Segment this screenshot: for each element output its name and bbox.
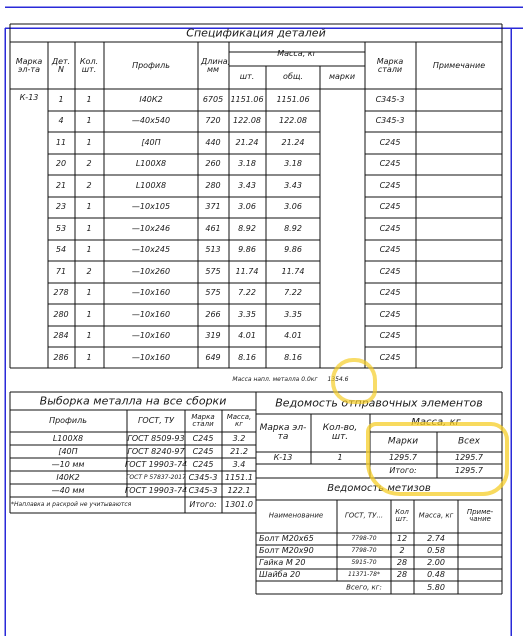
spec-row-steel: С345-3 <box>375 94 405 104</box>
selection-row-gost: ГОСТ 8240-97 <box>127 446 185 456</box>
hardware-header-mass: Масса, кг <box>418 511 454 520</box>
selection-row-steel: С245 <box>192 459 214 469</box>
spec-header-mass-total: общ. <box>283 72 303 81</box>
spec-row-length: 649 <box>205 352 221 362</box>
hardware-row-mass: 0.58 <box>427 546 445 555</box>
selection-row-steel: С245 <box>192 446 214 456</box>
spec-row-mass-total: 9.86 <box>284 245 302 255</box>
hardware-row-name: Шайба 20 <box>259 570 301 579</box>
spec-row-qty: 1 <box>86 331 92 341</box>
hardware-row-mass: 0.48 <box>427 570 445 579</box>
spec-row-qty: 1 <box>86 94 92 104</box>
spec-row-length: 575 <box>205 288 221 298</box>
spec-row-profile: —10х245 <box>131 245 171 255</box>
shipping-header-qty: Кол-во, шт. <box>322 423 358 442</box>
spec-element-mark: К-13 <box>19 93 39 102</box>
spec-row-mass-total: 122.08 <box>279 116 307 126</box>
spec-row-profile: —40х540 <box>131 116 171 126</box>
selection-row-profile: I40К2 <box>56 472 80 482</box>
selection-footnote: *Наплавка и раскрой не учитываются <box>11 501 132 508</box>
selection-row-mass: 122.1 <box>227 485 251 495</box>
spec-row-length: 720 <box>205 116 221 126</box>
spec-row-mass-piece: 11.74 <box>235 266 259 276</box>
spec-row-mass-total: 21.24 <box>281 137 305 147</box>
hardware-header-note: Приме-чание <box>466 508 494 523</box>
spec-row-mass-piece: 3.43 <box>238 180 256 190</box>
shipping-header-mass: Масса, кг <box>411 417 461 428</box>
spec-row-mass-piece: 3.35 <box>238 309 256 319</box>
spec-row-det: 280 <box>53 309 69 319</box>
spec-row-profile: L100Х8 <box>135 159 167 169</box>
spec-row-mass-total: 8.92 <box>284 223 302 233</box>
spec-row-profile: —10х160 <box>131 352 171 362</box>
selection-header-mass: Масса, кг <box>226 413 252 428</box>
spec-row-profile: —10х246 <box>131 223 171 233</box>
spec-row-steel: С245 <box>379 202 401 212</box>
hardware-row-qty: 2 <box>399 546 405 555</box>
selection-row-profile: [40П <box>58 446 78 456</box>
spec-row-mass-piece: 7.22 <box>238 288 256 298</box>
shipping-row-qty: 1 <box>337 453 343 462</box>
hardware-row-gost: 7798-70 <box>351 547 377 554</box>
selection-row-gost: ГОСТ Р 57837-2017 <box>126 473 186 481</box>
spec-row-mass-piece: 4.01 <box>238 331 256 341</box>
spec-row-qty: 1 <box>86 309 92 319</box>
selection-row-mass: 3.4 <box>232 459 246 469</box>
hardware-row-name: Болт М20х65 <box>259 534 314 543</box>
spec-row-profile: —10х160 <box>131 331 171 341</box>
hardware-header-qty: Кол шт. <box>395 508 409 523</box>
spec-row-det: 4 <box>58 116 64 126</box>
shipping-row-mass-all: 1295.7 <box>455 453 483 462</box>
spec-header-note: Примечание <box>432 61 486 70</box>
spec-row-profile: I40К2 <box>139 94 163 104</box>
spec-row-qty: 2 <box>86 159 92 169</box>
spec-row-qty: 1 <box>86 202 92 212</box>
selection-row-mass: 21.2 <box>230 446 248 456</box>
selection-row-gost: ГОСТ 19903-74 <box>124 459 188 469</box>
hardware-row-qty: 28 <box>396 558 408 567</box>
spec-row-steel: С245 <box>379 223 401 233</box>
spec-row-qty: 1 <box>86 116 92 126</box>
spec-row-steel: С245 <box>379 159 401 169</box>
spec-row-length: 280 <box>205 180 221 190</box>
selection-total-value: 1301.0 <box>225 500 253 509</box>
shipping-header-mass-all: Всех <box>458 436 480 447</box>
selection-row-steel: С245 <box>192 433 214 443</box>
spec-row-steel: С245 <box>379 288 401 298</box>
spec-row-det: 23 <box>55 202 67 212</box>
spec-row-qty: 1 <box>86 223 92 233</box>
spec-row-mass-piece: 9.86 <box>238 245 256 255</box>
hardware-row-gost: 11371-78* <box>348 571 380 578</box>
hardware-header-name: Наименование <box>268 511 324 520</box>
selection-total-label: Итого: <box>189 500 217 509</box>
hardware-header-gost: ГОСТ, ТУ... <box>344 511 384 520</box>
spec-row-mass-total: 3.43 <box>284 180 302 190</box>
spec-row-det: 54 <box>55 245 67 255</box>
selection-header-gost: ГОСТ, ТУ <box>137 416 175 425</box>
spec-header-length: Длина, мм <box>201 57 231 74</box>
spec-row-length: 266 <box>205 309 221 319</box>
spec-row-steel: С245 <box>379 245 401 255</box>
hardware-total-label: Всего, кг: <box>346 583 382 592</box>
spec-row-profile: —10х260 <box>131 266 171 276</box>
hardware-row-name: Гайка М 20 <box>259 558 306 567</box>
spec-row-det: 11 <box>55 137 67 147</box>
spec-header-mark: Марка эл-та <box>15 57 43 74</box>
spec-header-profile: Профиль <box>132 61 170 70</box>
spec-row-det: 21 <box>55 180 67 190</box>
spec-row-length: 371 <box>205 202 221 212</box>
spec-row-mass-piece: 122.08 <box>233 116 261 126</box>
spec-row-det: 278 <box>53 288 69 298</box>
hardware-total-value: 5.80 <box>427 583 445 592</box>
spec-row-mass-piece: 3.18 <box>238 159 256 169</box>
spec-row-steel: С245 <box>379 352 401 362</box>
selection-row-profile: L100Х8 <box>52 433 84 443</box>
selection-row-gost: ГОСТ 8509-93 <box>127 433 185 443</box>
spec-row-mass-total: 3.18 <box>284 159 302 169</box>
spec-row-length: 440 <box>205 137 221 147</box>
selection-row-mass: 1151.1 <box>225 472 253 482</box>
spec-row-steel: С245 <box>379 266 401 276</box>
spec-row-steel: С245 <box>379 331 401 341</box>
shipping-header-mark: Марка эл-та <box>259 423 307 442</box>
spec-row-mass-total: 7.22 <box>284 288 302 298</box>
spec-row-mass-piece: 21.24 <box>235 137 259 147</box>
spec-title: Спецификация деталей <box>186 26 326 40</box>
spec-row-profile: —10х105 <box>131 202 171 212</box>
shipping-total-label: Итого: <box>389 466 417 475</box>
shipping-total-value: 1295.7 <box>455 466 483 475</box>
spec-row-length: 461 <box>205 223 221 233</box>
spec-row-det: 71 <box>55 266 67 276</box>
spec-row-mass-total: 1151.06 <box>276 94 310 104</box>
spec-header-mass-mark: марки <box>328 72 356 81</box>
spec-row-length: 513 <box>205 245 221 255</box>
spec-row-det: 286 <box>53 352 69 362</box>
spec-row-length: 6705 <box>202 94 224 104</box>
spec-row-qty: 2 <box>86 180 92 190</box>
spec-header-steel: Марка стали <box>376 57 404 74</box>
spec-row-qty: 1 <box>86 137 92 147</box>
spec-row-steel: С245 <box>379 180 401 190</box>
shipping-row-mark: К-13 <box>273 453 293 462</box>
shipping-header-mass-mark: Марки <box>387 436 419 447</box>
spec-row-qty: 1 <box>86 352 92 362</box>
spec-row-qty: 1 <box>86 245 92 255</box>
spec-header-det: Дет. N <box>51 57 71 74</box>
spec-row-mass-total: 4.01 <box>284 331 302 341</box>
spec-row-det: 53 <box>55 223 67 233</box>
hardware-title: Ведомость метизов <box>327 483 431 494</box>
spec-weld-mass-label: Масса напл. металла 0.0кг <box>232 376 318 383</box>
spec-header-mass-piece: шт. <box>239 72 255 81</box>
spec-row-length: 575 <box>205 266 221 276</box>
spec-row-mass-total: 11.74 <box>281 266 305 276</box>
spec-row-profile: —10х160 <box>131 309 171 319</box>
spec-row-det: 20 <box>55 159 67 169</box>
selection-title: Выборка металла на все сборки <box>39 394 227 408</box>
spec-header-qty: Кол. шт. <box>79 57 99 74</box>
selection-row-steel: С345-3 <box>188 472 218 482</box>
spec-row-mass-total: 3.06 <box>284 202 302 212</box>
spec-row-profile: L100Х8 <box>135 180 167 190</box>
spec-row-det: 284 <box>53 331 69 341</box>
shipping-title: Ведомость отправочных элементов <box>275 396 483 410</box>
spec-row-mass-piece: 8.16 <box>238 352 256 362</box>
spec-row-length: 260 <box>205 159 221 169</box>
selection-row-steel: С345-3 <box>188 485 218 495</box>
spec-row-steel: С245 <box>379 137 401 147</box>
shipping-row-mass-mark: 1295.7 <box>389 453 417 462</box>
hardware-row-name: Болт М20х90 <box>259 546 314 555</box>
spec-row-length: 319 <box>205 331 221 341</box>
selection-row-gost: ГОСТ 19903-74 <box>124 485 188 495</box>
spec-row-steel: С245 <box>379 309 401 319</box>
hardware-row-mass: 2.00 <box>427 558 445 567</box>
spec-row-profile: —10х160 <box>131 288 171 298</box>
selection-header-profile: Профиль <box>49 416 87 425</box>
spec-row-steel: С345-3 <box>375 116 405 126</box>
spec-row-profile: [40П <box>141 137 161 147</box>
selection-row-profile: —10 мм <box>51 459 85 469</box>
spec-mass-value: 1354.6 <box>327 376 349 383</box>
selection-row-profile: —40 мм <box>51 485 85 495</box>
spec-row-mass-total: 8.16 <box>284 352 302 362</box>
spec-row-qty: 1 <box>86 288 92 298</box>
spec-header-mass: Масса, кг <box>277 49 317 58</box>
spec-row-mass-piece: 3.06 <box>238 202 256 212</box>
spec-row-mass-total: 3.35 <box>284 309 302 319</box>
hardware-row-qty: 28 <box>396 570 408 579</box>
spec-row-mass-piece: 8.92 <box>238 223 256 233</box>
hardware-row-qty: 12 <box>396 534 408 543</box>
hardware-row-gost: 5915-70 <box>351 559 377 566</box>
spec-row-det: 1 <box>58 94 64 104</box>
hardware-row-gost: 7798-70 <box>351 535 377 542</box>
spec-row-qty: 2 <box>86 266 92 276</box>
hardware-row-mass: 2.74 <box>427 534 445 543</box>
spec-row-mass-piece: 1151.06 <box>230 94 264 104</box>
selection-row-mass: 3.2 <box>232 433 246 443</box>
selection-header-steel: Марка стали <box>191 413 215 428</box>
